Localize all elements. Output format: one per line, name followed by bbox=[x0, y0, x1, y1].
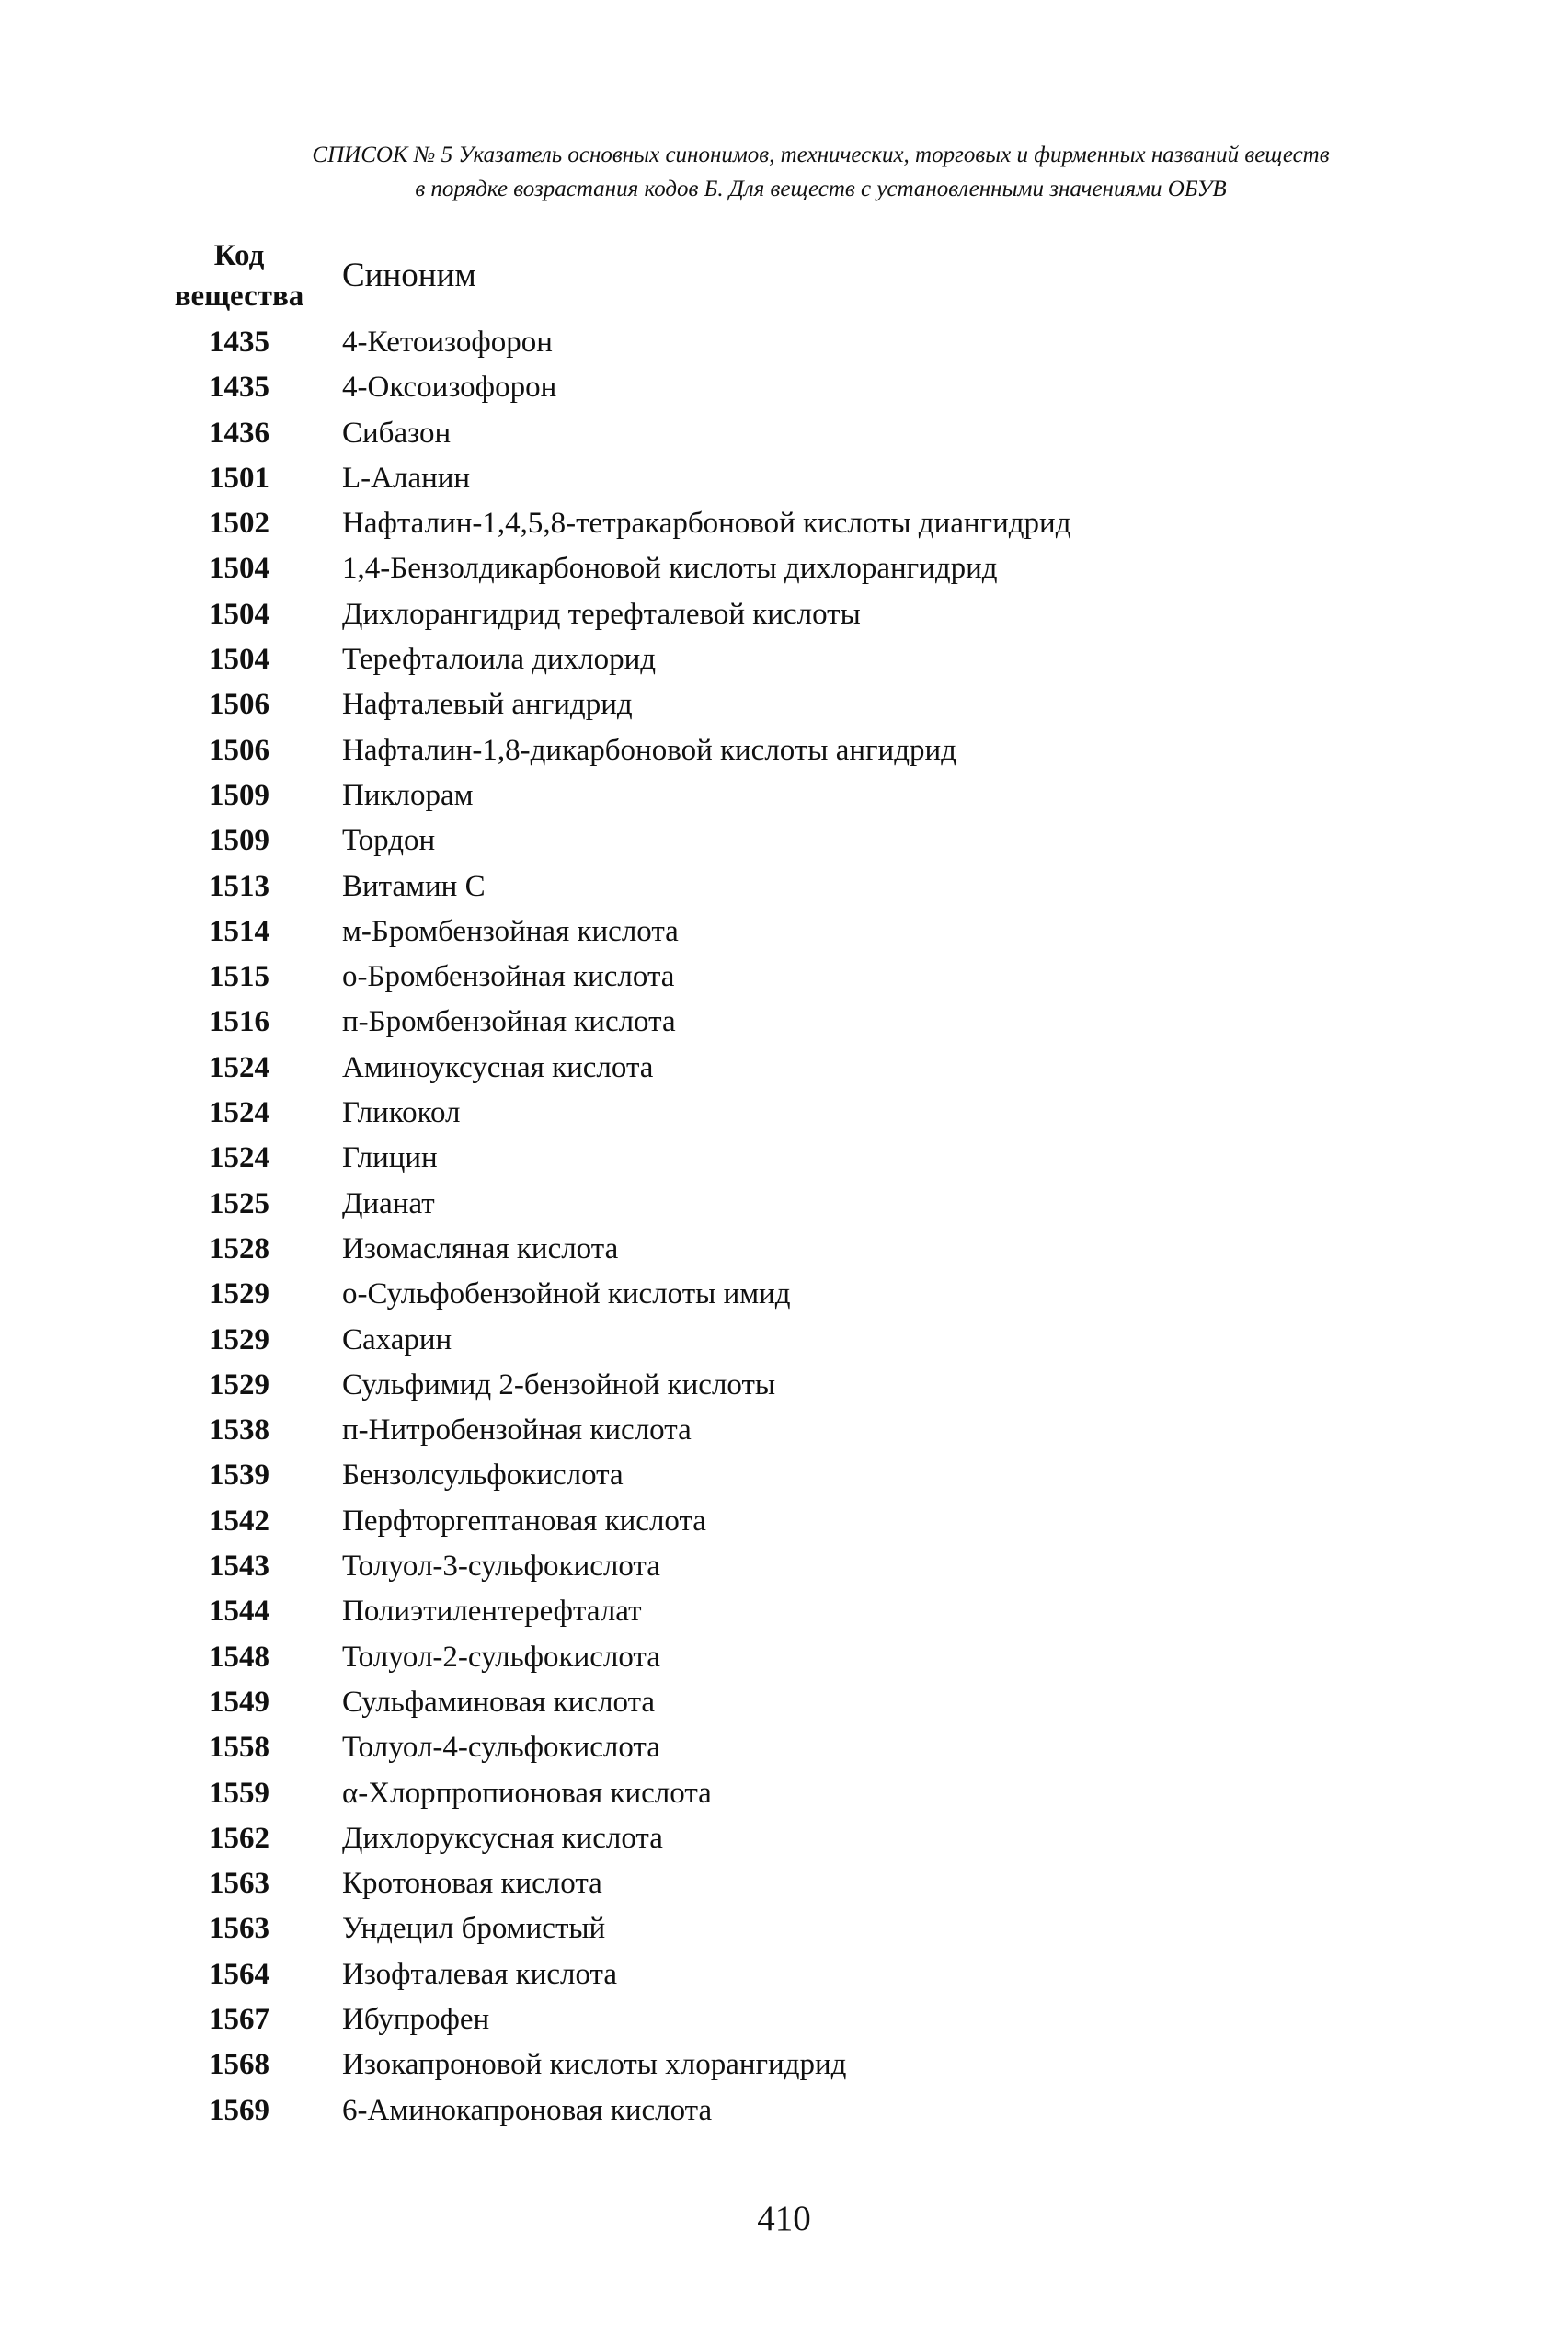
substance-code: 1563 bbox=[209, 1912, 269, 1946]
table-row bbox=[0, 1318, 1568, 1363]
synonym-name: Нафталин-1,4,5,8-тетракарбоновой кислоты диангидрид bbox=[342, 507, 1071, 541]
substance-code: 1558 bbox=[209, 1731, 269, 1765]
substance-code: 1435 bbox=[209, 371, 269, 405]
table-row bbox=[0, 320, 1568, 365]
table-row bbox=[0, 1453, 1568, 1498]
table-row bbox=[0, 1182, 1568, 1227]
synonym-name: Нафталин-1,8-дикарбоновой кислоты ангидрид bbox=[342, 733, 956, 767]
synonym-name: п-Нитробензойная кислота bbox=[342, 1413, 692, 1447]
substance-code: 1564 bbox=[209, 1957, 269, 1991]
substance-code: 1524 bbox=[209, 1050, 269, 1084]
synonym-name: Аминоуксусная кислота bbox=[342, 1050, 654, 1084]
synonym-name: Дианат bbox=[342, 1186, 435, 1220]
synonym-name: Дихлоруксусная кислота bbox=[342, 1821, 663, 1855]
table-row bbox=[0, 1816, 1568, 1861]
table-row bbox=[0, 365, 1568, 410]
table-row bbox=[0, 682, 1568, 727]
table-row bbox=[0, 1680, 1568, 1725]
table-row bbox=[0, 1408, 1568, 1453]
substance-code: 1506 bbox=[209, 733, 269, 767]
synonym-name: Сульфаминовая кислота bbox=[342, 1685, 656, 1719]
synonym-name: о-Бромбензойная кислота bbox=[342, 960, 675, 994]
substance-code: 1569 bbox=[209, 2093, 269, 2127]
table-row bbox=[0, 818, 1568, 864]
table-row bbox=[0, 2042, 1568, 2088]
table-row bbox=[0, 1227, 1568, 1272]
substance-code: 1504 bbox=[209, 552, 269, 586]
code-header-line-1: Код bbox=[213, 239, 265, 272]
synonym-name: Гликокол bbox=[342, 1096, 461, 1130]
synonym-name: Полиэтилентерефталат bbox=[342, 1595, 642, 1629]
substance-code: 1525 bbox=[209, 1186, 269, 1220]
table-row bbox=[0, 728, 1568, 773]
synonym-name: Толуол-2-сульфокислота bbox=[342, 1640, 660, 1674]
substance-code: 1509 bbox=[209, 824, 269, 858]
table-row bbox=[0, 1000, 1568, 1045]
synonym-name: о-Сульфобензойной кислоты имид bbox=[342, 1277, 791, 1311]
table-row bbox=[0, 501, 1568, 546]
substance-code: 1506 bbox=[209, 688, 269, 722]
table-row bbox=[0, 1771, 1568, 1816]
table-row bbox=[0, 1906, 1568, 1951]
substance-code: 1515 bbox=[209, 960, 269, 994]
substance-code: 1509 bbox=[209, 778, 269, 812]
table-row bbox=[0, 546, 1568, 591]
synonym-name: п-Бромбензойная кислота bbox=[342, 1005, 676, 1039]
synonym-name: Толуол-4-сульфокислота bbox=[342, 1731, 660, 1765]
table-row bbox=[0, 1363, 1568, 1408]
table-row bbox=[0, 955, 1568, 1000]
substance-code: 1538 bbox=[209, 1413, 269, 1447]
substance-code: 1563 bbox=[209, 1867, 269, 1901]
synonym-name: α-Хлорпропионовая кислота bbox=[342, 1776, 712, 1810]
code-column-header bbox=[152, 235, 326, 316]
list-header bbox=[0, 138, 1568, 206]
synonym-name: Перфторгептановая кислота bbox=[342, 1504, 706, 1538]
substance-code: 1513 bbox=[209, 869, 269, 903]
synonym-name: 6-Аминокапроновая кислота bbox=[342, 2093, 713, 2127]
synonym-name: Толуол-3-сульфокислота bbox=[342, 1550, 660, 1584]
table-row bbox=[0, 1589, 1568, 1634]
table-row bbox=[0, 1499, 1568, 1544]
header-line-2: в порядке возрастания кодов Б. Для веществ с установленными значениями ОБУВ bbox=[415, 177, 1227, 201]
synonym-name: Витамин С bbox=[342, 869, 486, 903]
substance-code: 1504 bbox=[209, 643, 269, 677]
substance-code: 1543 bbox=[209, 1550, 269, 1584]
substance-code: 1562 bbox=[209, 1821, 269, 1855]
substance-code: 1436 bbox=[209, 416, 269, 450]
table-row bbox=[0, 456, 1568, 501]
synonym-name: 1,4-Бензолдикарбоновой кислоты дихлорангидрид bbox=[342, 552, 998, 586]
synonym-name: 4-Кетоизофорон bbox=[342, 326, 553, 359]
table-row bbox=[0, 864, 1568, 910]
page-number: 410 bbox=[757, 2199, 811, 2238]
substance-code: 1567 bbox=[209, 2002, 269, 2036]
substance-code: 1504 bbox=[209, 597, 269, 631]
synonym-name: Ундецил бромистый bbox=[342, 1912, 606, 1946]
code-header-line-2: вещества bbox=[174, 280, 304, 313]
synonym-name: м-Бромбензойная кислота bbox=[342, 914, 679, 948]
table-row bbox=[0, 1091, 1568, 1136]
substance-code: 1544 bbox=[209, 1595, 269, 1629]
table-row bbox=[0, 411, 1568, 456]
table-row bbox=[0, 773, 1568, 818]
substance-code: 1524 bbox=[209, 1096, 269, 1130]
table-row bbox=[0, 1544, 1568, 1589]
substance-code: 1501 bbox=[209, 461, 269, 495]
substance-code: 1435 bbox=[209, 326, 269, 359]
synonym-name: Сибазон bbox=[342, 416, 452, 450]
synonym-name: L-Аланин bbox=[342, 461, 471, 495]
synonym-name: Глицин bbox=[342, 1141, 438, 1175]
synonym-name: Бензолсульфокислота bbox=[342, 1459, 624, 1493]
substance-code: 1528 bbox=[209, 1231, 269, 1265]
table-row bbox=[0, 1046, 1568, 1091]
synonym-name: Сахарин bbox=[342, 1322, 452, 1356]
synonym-name: 4-Оксоизофорон bbox=[342, 371, 557, 405]
table-row bbox=[0, 1272, 1568, 1317]
synonym-name: Тордон bbox=[342, 824, 436, 858]
synonym-name: Изофталевая кислота bbox=[342, 1957, 617, 1991]
substance-code: 1514 bbox=[209, 914, 269, 948]
synonym-name: Пиклорам bbox=[342, 778, 474, 812]
substance-code: 1524 bbox=[209, 1141, 269, 1175]
substance-code: 1568 bbox=[209, 2048, 269, 2082]
synonym-name: Кротоновая кислота bbox=[342, 1867, 602, 1901]
synonym-name: Терефталоила дихлорид bbox=[342, 643, 657, 677]
substance-code: 1542 bbox=[209, 1504, 269, 1538]
synonym-name: Нафталевый ангидрид bbox=[342, 688, 633, 722]
substance-code: 1529 bbox=[209, 1277, 269, 1311]
table-row bbox=[0, 1725, 1568, 1770]
table-row bbox=[0, 1952, 1568, 1997]
substance-code: 1559 bbox=[209, 1776, 269, 1810]
table-row bbox=[0, 637, 1568, 682]
synonym-name: Изомасляная кислота bbox=[342, 1231, 619, 1265]
table-row bbox=[0, 1635, 1568, 1680]
synonym-name: Изокапроновой кислоты хлорангидрид bbox=[342, 2048, 847, 2082]
substance-code: 1502 bbox=[209, 507, 269, 541]
synonym-name: Дихлорангидрид терефталевой кислоты bbox=[342, 597, 861, 631]
substance-code: 1516 bbox=[209, 1005, 269, 1039]
substance-code: 1549 bbox=[209, 1685, 269, 1719]
substance-code: 1548 bbox=[209, 1640, 269, 1674]
table-header bbox=[0, 235, 1568, 327]
substance-code: 1529 bbox=[209, 1322, 269, 1356]
table-row bbox=[0, 592, 1568, 637]
table-row bbox=[0, 1997, 1568, 2042]
table-row bbox=[0, 1136, 1568, 1181]
synonym-column-header: Синоним bbox=[342, 257, 476, 294]
table-row bbox=[0, 1861, 1568, 1906]
synonym-name: Ибупрофен bbox=[342, 2002, 490, 2036]
synonym-name: Сульфимид 2-бензойной кислоты bbox=[342, 1367, 776, 1402]
table-row bbox=[0, 910, 1568, 955]
substance-code: 1529 bbox=[209, 1367, 269, 1402]
table-row bbox=[0, 2088, 1568, 2134]
substance-code: 1539 bbox=[209, 1459, 269, 1493]
header-line-1: СПИСОК № 5 Указатель основных синонимов, технических, торговых и фирменных названий веществ bbox=[312, 143, 1330, 167]
synonym-table-body bbox=[0, 320, 1568, 2134]
